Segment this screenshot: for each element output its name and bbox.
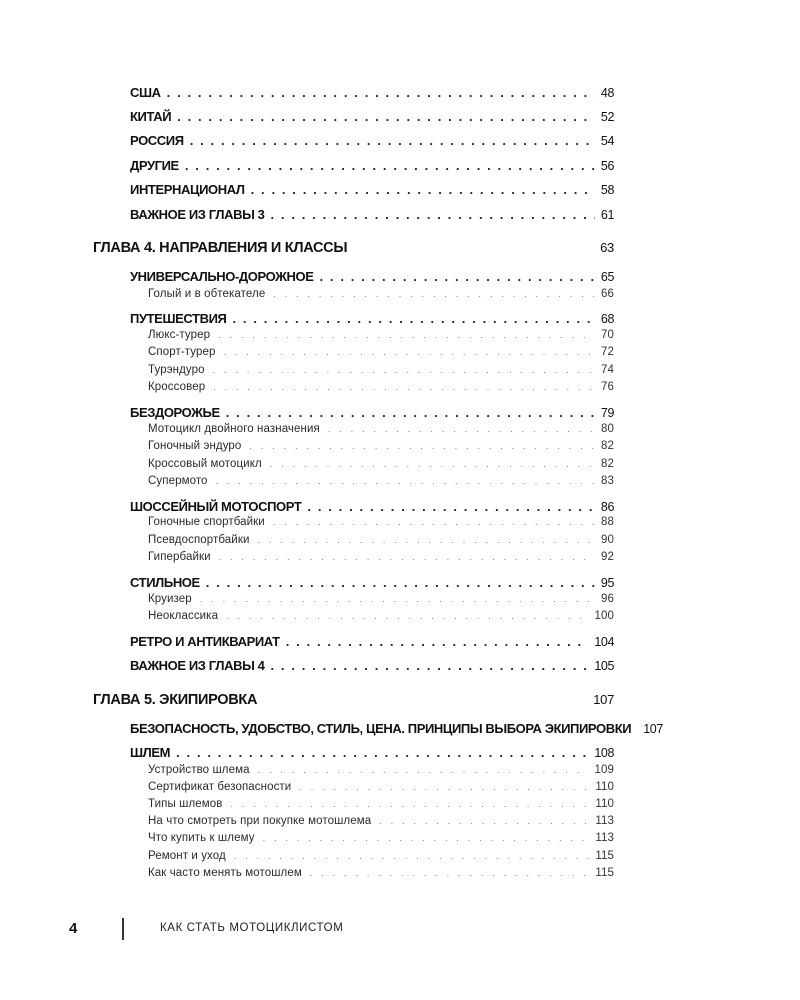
toc-page-number: 83: [601, 475, 614, 487]
dot-leader: [213, 382, 595, 392]
toc-page-number: 92: [601, 551, 614, 563]
toc-subsection-entry: [148, 798, 614, 814]
dot-leader: [258, 765, 589, 775]
toc-entry-title: Голый и в обтекателе: [148, 288, 266, 300]
toc-entry-title: КИТАЙ: [130, 109, 172, 124]
footer-divider: [122, 918, 124, 940]
toc-section-entry: [130, 575, 614, 593]
toc-entry-title: Кроссовый мотоцикл: [148, 458, 262, 470]
toc-page-number: 107: [643, 722, 663, 736]
toc-entry-title: ШОССЕЙНЫЙ МОТОСПОРТ: [130, 499, 302, 514]
toc-page-number: 115: [595, 850, 614, 862]
toc-section-entry: [130, 311, 614, 329]
toc-chapter-heading: [93, 240, 614, 260]
toc-entry-title: ШЛЕМ: [130, 745, 171, 760]
dot-leader: [177, 109, 595, 124]
dot-leader: [273, 517, 595, 527]
toc-entry-title: ВАЖНОЕ ИЗ ГЛАВЫ 4: [130, 658, 265, 673]
dot-leader: [257, 535, 595, 545]
dot-leader: [216, 476, 595, 486]
dot-leader: [213, 365, 595, 375]
toc-section-entry: [130, 85, 614, 103]
toc-entry-title: Устройство шлема: [148, 764, 250, 776]
dot-leader: [190, 133, 595, 148]
toc-page-number: 52: [600, 110, 614, 124]
toc-page-number: 109: [594, 764, 614, 776]
dot-leader: [299, 782, 589, 792]
dot-leader: [263, 833, 590, 843]
toc-entry-title: Что купить к шлему: [148, 832, 255, 844]
toc-section-entry: [130, 269, 614, 287]
toc-section-entry: [130, 405, 614, 423]
toc-subsection-entry: [148, 781, 614, 797]
toc-entry-title: БЕЗОПАСНОСТЬ, УДОБСТВО, СТИЛЬ, ЦЕНА. ПРИНЦИПЫ ВЫБОРА ЭКИПИРОВКИ: [130, 721, 632, 736]
toc-entry-title: Ремонт и уход: [148, 850, 226, 862]
dot-leader: [226, 611, 588, 621]
toc-entry-title: УНИВЕРСАЛЬНО-ДОРОЖНОЕ: [130, 269, 314, 284]
toc-page-number: 76: [601, 381, 614, 393]
toc-subsection-entry: [148, 440, 614, 456]
dot-leader: [176, 745, 588, 760]
dot-leader: [273, 289, 595, 299]
dot-leader: [232, 311, 594, 326]
toc-subsection-entry: [148, 610, 614, 626]
toc-page-number: 95: [600, 576, 614, 590]
toc-page-number: 65: [600, 270, 614, 284]
toc-entry-title: ДРУГИЕ: [130, 158, 179, 173]
toc-section-entry: [130, 499, 614, 517]
toc-subsection-entry: [148, 423, 614, 439]
dot-leader: [251, 182, 595, 197]
toc-entry-title: Гоночные спортбайки: [148, 516, 265, 528]
toc-subsection-entry: [148, 832, 614, 848]
dot-leader: [218, 330, 595, 340]
toc-section-entry: [130, 158, 614, 176]
toc-section-entry: [130, 634, 614, 652]
dot-leader: [379, 816, 589, 826]
toc-chapter-heading: [93, 692, 614, 712]
toc-page-number: 72: [601, 346, 614, 358]
toc-entry-title: Гоночный эндуро: [148, 440, 242, 452]
dot-leader: [230, 799, 589, 809]
toc-page-number: 79: [600, 406, 614, 420]
toc-section-entry: [130, 745, 614, 763]
toc-page-number: 110: [595, 781, 614, 793]
toc-entry-title: Круизер: [148, 593, 192, 605]
page-number: 4: [69, 920, 78, 937]
toc-entry-title: Мотоцикл двойного назначения: [148, 423, 320, 435]
dot-leader: [270, 207, 594, 222]
toc-entry-title: ИНТЕРНАЦИОНАЛ: [130, 182, 245, 197]
dot-leader: [328, 424, 595, 434]
book-title: КАК СТАТЬ МОТОЦИКЛИСТОМ: [160, 922, 344, 934]
toc-entry-title: СТИЛЬНОЕ: [130, 575, 200, 590]
toc-section-entry: [130, 133, 614, 151]
toc-entry-title: РЕТРО И АНТИКВАРИАТ: [130, 634, 280, 649]
toc-entry-title: Люкс-турер: [148, 329, 211, 341]
dot-leader: [270, 658, 588, 673]
toc-subsection-entry: [148, 329, 614, 345]
toc-page-number: 90: [601, 534, 614, 546]
dot-leader: [206, 575, 595, 590]
toc-subsection-entry: [148, 364, 614, 380]
toc-subsection-entry: [148, 346, 614, 362]
toc-entry-title: Спорт-турер: [148, 346, 216, 358]
toc-page-number: 68: [600, 312, 614, 326]
toc-page-number: 82: [601, 458, 614, 470]
toc-page-number: 56: [600, 159, 614, 173]
toc-subsection-entry: [148, 815, 614, 831]
dot-leader: [223, 347, 595, 357]
toc-section-entry: [130, 721, 663, 739]
toc-entry-title: ГЛАВА 5. ЭКИПИРОВКА: [93, 692, 258, 708]
toc-page-number: 86: [600, 500, 614, 514]
toc-subsection-entry: [148, 867, 614, 883]
toc-subsection-entry: [148, 850, 614, 866]
toc-section-entry: [130, 658, 614, 676]
toc-entry-title: Неоклассика: [148, 610, 219, 622]
toc-page-number: 82: [601, 440, 614, 452]
dot-leader: [310, 868, 590, 878]
toc-page-number: 88: [601, 516, 614, 528]
dot-leader: [167, 85, 595, 100]
dot-leader: [200, 594, 595, 604]
toc-subsection-entry: [148, 516, 614, 532]
toc-subsection-entry: [148, 764, 614, 780]
dot-leader: [219, 552, 595, 562]
toc-page-number: 115: [595, 867, 614, 879]
toc-entry-title: Турэндуро: [148, 364, 205, 376]
toc-page-number: 105: [594, 659, 614, 673]
toc-entry-title: ПУТЕШЕСТВИЯ: [130, 311, 227, 326]
toc-page-number: 100: [594, 610, 614, 622]
toc-entry-title: БЕЗДОРОЖЬЕ: [130, 405, 220, 420]
toc-entry-title: Кроссовер: [148, 381, 206, 393]
toc-section-entry: [130, 207, 614, 225]
toc-subsection-entry: [148, 551, 614, 567]
toc-page-number: 108: [594, 746, 614, 760]
toc-entry-title: ГЛАВА 4. НАПРАВЛЕНИЯ И КЛАССЫ: [93, 240, 348, 256]
toc-entry-title: На что смотреть при покупке мотошлема: [148, 815, 372, 827]
toc-subsection-entry: [148, 288, 614, 304]
toc-subsection-entry: [148, 458, 614, 474]
toc-section-entry: [130, 182, 614, 200]
dot-leader: [319, 269, 594, 284]
toc-page-number: 74: [601, 364, 614, 376]
toc-page-number: 63: [600, 240, 614, 255]
toc-page-number: 80: [601, 423, 614, 435]
toc-page-number: 104: [594, 635, 614, 649]
page-footer: [0, 918, 800, 948]
toc-page-number: 110: [595, 798, 614, 810]
dot-leader: [249, 441, 595, 451]
toc-entry-title: Супермото: [148, 475, 208, 487]
toc-page-number: 58: [600, 183, 614, 197]
toc-page-number: 113: [595, 832, 614, 844]
toc-page-number: 48: [600, 86, 614, 100]
dot-leader: [270, 459, 595, 469]
toc-page-number: 54: [600, 134, 614, 148]
toc-entry-title: РОССИЯ: [130, 133, 184, 148]
toc-page-number: 96: [601, 593, 614, 605]
dot-leader: [185, 158, 595, 173]
toc-page-number: 113: [595, 815, 614, 827]
toc-subsection-entry: [148, 381, 614, 397]
toc-entry-title: Как часто менять мотошлем: [148, 867, 302, 879]
dot-leader: [234, 851, 590, 861]
toc-entry-title: Сертификат безопасности: [148, 781, 292, 793]
toc-page-number: 61: [600, 208, 614, 222]
toc-section-entry: [130, 109, 614, 127]
toc-subsection-entry: [148, 534, 614, 550]
dot-leader: [226, 405, 595, 420]
dot-leader: [307, 499, 594, 514]
toc-entry-title: ВАЖНОЕ ИЗ ГЛАВЫ 3: [130, 207, 265, 222]
toc-page-number: 66: [601, 288, 614, 300]
toc-subsection-entry: [148, 475, 614, 491]
toc-entry-title: США: [130, 85, 161, 100]
toc-entry-title: Типы шлемов: [148, 798, 223, 810]
toc-entry-title: Гипербайки: [148, 551, 211, 563]
toc-page-number: 70: [601, 329, 614, 341]
dot-leader: [286, 634, 589, 649]
toc-entry-title: Псевдоспортбайки: [148, 534, 250, 546]
toc-subsection-entry: [148, 593, 614, 609]
toc-page-number: 107: [593, 692, 614, 707]
